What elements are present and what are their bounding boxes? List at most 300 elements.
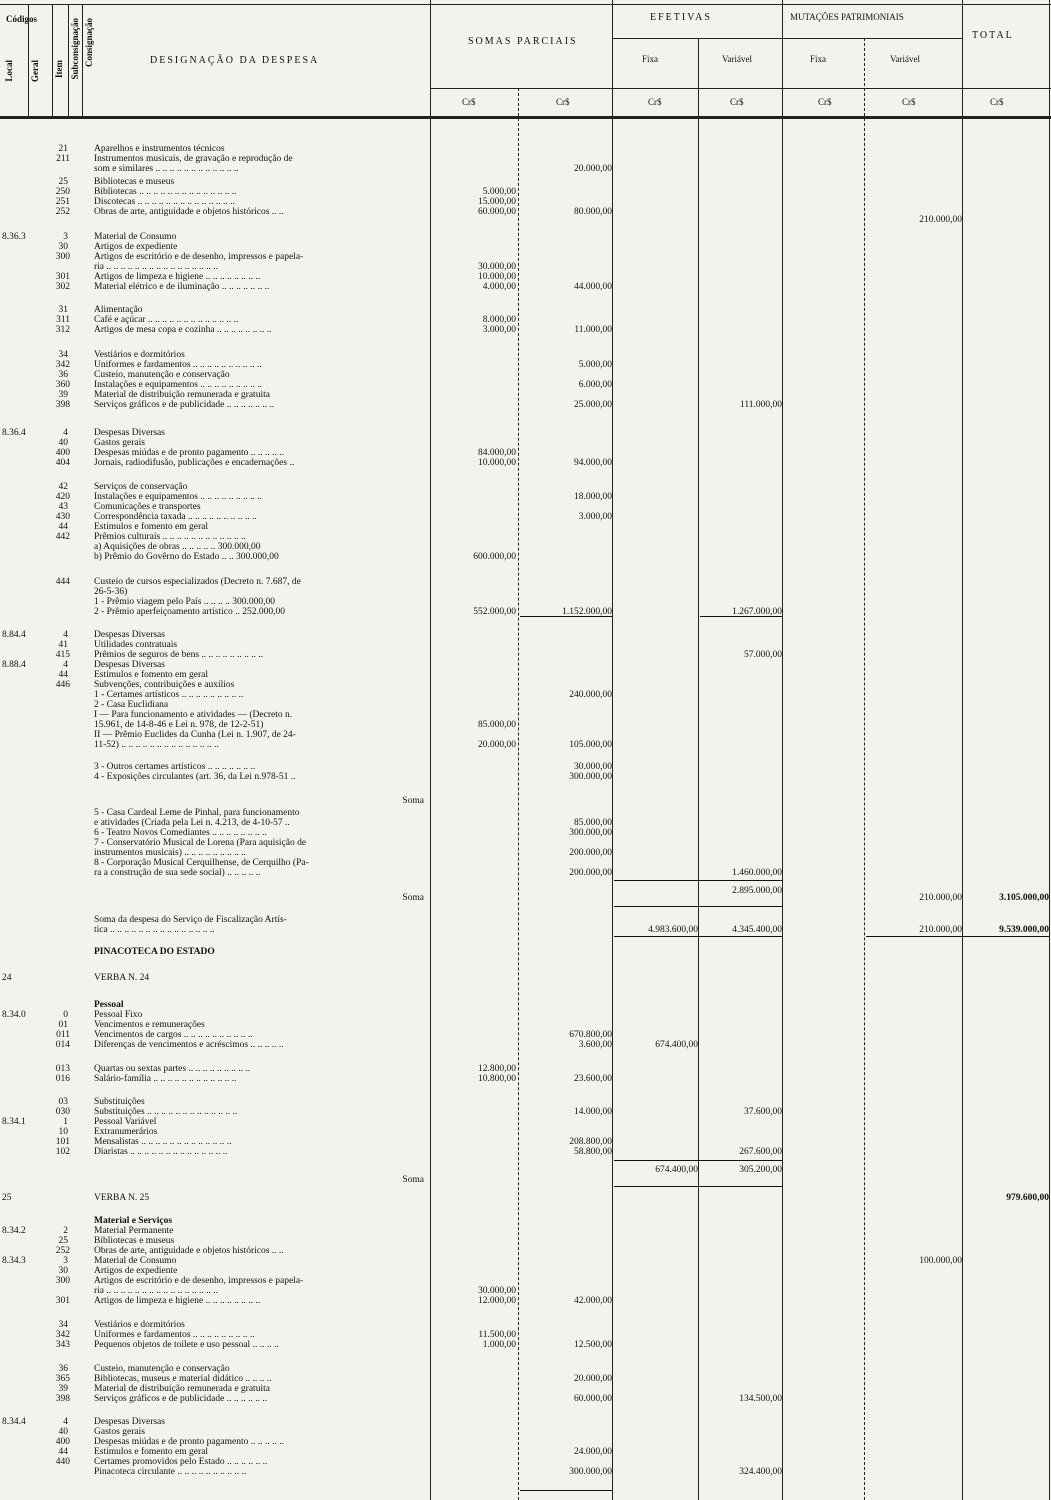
- ledger-row: [0, 390, 1051, 400]
- description: Artigos de expediente: [94, 1266, 178, 1276]
- description: Material elétrico e de iluminação .. .. .. .. .. .. ..: [94, 282, 270, 292]
- item-code: 31: [58, 305, 68, 315]
- efetivas-variavel-value: 267.600,00: [739, 1147, 782, 1157]
- partial-sum-1: 15.000,00: [478, 197, 516, 207]
- ledger-row: [0, 242, 1051, 252]
- ledger-row: [0, 272, 1051, 282]
- description: Serviços gráficos e de publicidade .. .. .. .. .. .. ..: [94, 400, 275, 410]
- item-code: 40: [58, 438, 68, 448]
- ledger-row: [0, 1276, 1051, 1286]
- ledger-row: [0, 587, 1051, 597]
- item-code: 21: [58, 144, 68, 154]
- ledger-row: [0, 187, 1051, 197]
- item-code: 34: [58, 350, 68, 360]
- description: 3 - Outros certames artísticos .. .. .. .. .. .. ..: [94, 762, 256, 772]
- account-code: 014: [55, 1040, 70, 1050]
- description: Artigos de mesa copa e cozinha .. .. .. .. .. .. .. ..: [94, 325, 272, 335]
- ledger-row: [0, 660, 1051, 670]
- efetivas-variavel-value: 1.460.000,00: [732, 868, 782, 878]
- item-code: 3: [63, 232, 68, 242]
- item-code: 3: [63, 1256, 68, 1266]
- currency-col3: Cr$: [648, 97, 662, 107]
- ledger-row: [0, 215, 1051, 225]
- description: Soma: [402, 893, 424, 903]
- ledger-row: [0, 1064, 1051, 1074]
- description: Despesas Diversas: [94, 428, 165, 438]
- description: Pessoal Fixo: [94, 1010, 143, 1020]
- local-code: 8.88.4: [2, 660, 26, 670]
- item-code: 10: [58, 1127, 68, 1137]
- partial-sum-2: 20.000,00: [574, 1374, 612, 1384]
- ledger-row: [0, 868, 1051, 878]
- partial-sum-1: 8.000,00: [482, 315, 516, 325]
- description: Utilidades contratuais: [94, 640, 178, 650]
- account-code: 440: [55, 1457, 70, 1467]
- partial-sum-2: 60.000,00: [574, 1394, 612, 1404]
- ledger-row: [0, 1364, 1051, 1374]
- description: Despesas miúdas e de pronto pagamento .. .. .. .. ..: [94, 448, 284, 458]
- description: 7 - Conservatório Musical de Lorena (Para aquisição de: [94, 838, 307, 848]
- description: Quartas ou sextas partes .. .. .. .. .. .. .. .. ..: [94, 1064, 251, 1074]
- header-bottom-rule: [0, 116, 1051, 119]
- partial-sum-2: 12.500,00: [574, 1340, 612, 1350]
- description: Bibliotecas e museus: [94, 1236, 175, 1246]
- ledger-row: [0, 1147, 1051, 1157]
- partial-sum-2: 42.000,00: [574, 1296, 612, 1306]
- efetivas-fixa-value: 674.400,00: [655, 1040, 698, 1050]
- ledger-row: [0, 650, 1051, 660]
- ledger-row: [0, 1296, 1051, 1306]
- description: Bibliotecas, museus e material didático .. .. .. ..: [94, 1374, 272, 1384]
- description: ra a construção de sua sede social) .. .. .. .. ..: [94, 868, 261, 878]
- description: Vencimentos de cargos .. .. .. .. .. .. .. .. .. ..: [94, 1030, 253, 1040]
- ledger-row: [0, 1175, 1051, 1185]
- partial-sum-1: 12.000,00: [478, 1296, 516, 1306]
- description: VERBA N. 25: [94, 1193, 150, 1203]
- description: Vestiários e dormitórios: [94, 350, 185, 360]
- account-code: 420: [55, 492, 70, 502]
- partial-sum-2: 6.000,00: [578, 380, 612, 390]
- ledger-row: [0, 154, 1051, 164]
- sum-rule: [520, 1490, 612, 1491]
- account-code: 400: [55, 1437, 70, 1447]
- description: 26-5-36): [94, 587, 128, 597]
- partial-sum-2: 300.000,00: [569, 1467, 612, 1477]
- ledger-row: [0, 710, 1051, 720]
- ledger-row: [0, 690, 1051, 700]
- description: som e similares .. .. .. .. .. .. .. .. .. .. .. ..: [94, 164, 239, 174]
- ledger-row: [0, 720, 1051, 730]
- local-code: 25: [2, 1193, 12, 1203]
- partial-sum-2: 85.000,00: [574, 818, 612, 828]
- partial-sum-1: 30.000,00: [478, 262, 516, 272]
- description: Prêmios culturais .. .. .. .. .. .. .. .. .. .. .. ..: [94, 532, 246, 542]
- ledger-row: [0, 1340, 1051, 1350]
- description: Custeio, manutenção e conservação: [94, 1364, 230, 1374]
- description: Uniformes e fardamentos .. .. .. .. .. .. .. .. .. ..: [94, 360, 262, 370]
- description: Artigos de expediente: [94, 242, 178, 252]
- account-code: 101: [55, 1137, 70, 1147]
- description: Prêmios de seguros de bens .. .. .. .. .. .. .. .. ..: [94, 650, 264, 660]
- ledger-row: [0, 700, 1051, 710]
- account-code: 415: [55, 650, 70, 660]
- item-code: 42: [58, 482, 68, 492]
- description: Estímulos e fomento em geral: [94, 670, 208, 680]
- subconsignacao-header: Subconsignação: [70, 18, 80, 80]
- description: Salário-família .. .. .. .. .. .. .. .. .. .. .. ..: [94, 1074, 237, 1084]
- description: Vestiários e dormitórios: [94, 1320, 185, 1330]
- ledger-row: [0, 730, 1051, 740]
- ledger-row: [0, 1097, 1051, 1107]
- description: Café e açúcar .. .. .. .. .. .. .. .. .. .. .. .. ..: [94, 315, 239, 325]
- partial-sum-2: 24.000,00: [574, 1447, 612, 1457]
- ledger-row: [0, 796, 1051, 806]
- description: II — Prêmio Euclides da Cunha (Lei n. 1.907, de 24-: [94, 730, 296, 740]
- account-code: 301: [55, 1296, 70, 1306]
- item-code: 44: [58, 522, 68, 532]
- ledger-row: [0, 380, 1051, 390]
- ledger-row: [0, 1040, 1051, 1050]
- description: Pessoal: [94, 1000, 124, 1010]
- partial-sum-2: 14.000,00: [574, 1107, 612, 1117]
- account-code: 016: [55, 1074, 70, 1084]
- description: Artigos de limpeza e higiene .. .. .. .. .. .. .. ..: [94, 1296, 261, 1306]
- ledger-row: [0, 400, 1051, 410]
- ledger-row: [0, 458, 1051, 468]
- account-code: 342: [55, 360, 70, 370]
- ledger-row: [0, 262, 1051, 272]
- partial-sum-2: 11.000,00: [574, 325, 612, 335]
- partial-sum-2: 300.000,00: [569, 772, 612, 782]
- local-code: 8.84.4: [2, 630, 26, 640]
- efetivas-variavel-value: 134.500,00: [739, 1394, 782, 1404]
- ledger-row: [0, 502, 1051, 512]
- partial-sum-1: 4.000,00: [482, 282, 516, 292]
- ledger-row: [0, 305, 1051, 315]
- ledger-row: [0, 1320, 1051, 1330]
- account-code: 300: [55, 252, 70, 262]
- item-code: 30: [58, 242, 68, 252]
- description: Material e Serviços: [94, 1216, 173, 1226]
- local-code: 8.34.4: [2, 1417, 26, 1427]
- description: a) Aquisições de obras .. .. .. .. .. 300.000,00: [94, 542, 261, 552]
- description: Instalações e equipamentos .. .. .. .. .. .. .. .. ..: [94, 380, 263, 390]
- description: Material de Consumo: [94, 1256, 177, 1266]
- account-code: 252: [55, 207, 70, 217]
- account-code: 300: [55, 1276, 70, 1286]
- description: instrumentos musicais) .. .. .. .. .. .. .. .. ..: [94, 848, 246, 858]
- description: Discotecas .. .. .. .. .. .. .. .. .. .. .. .. .. ..: [94, 197, 235, 207]
- description: Substituições .. .. .. .. .. .. .. .. .. .. .. .. ..: [94, 1107, 238, 1117]
- account-code: 250: [55, 187, 70, 197]
- ledger-row: [0, 144, 1051, 154]
- item-code: 43: [58, 502, 68, 512]
- designacao-header: DESIGNAÇÃO DA DESPESA: [150, 55, 320, 66]
- item-code: 36: [58, 370, 68, 380]
- account-code: 398: [55, 1394, 70, 1404]
- description: 1 - Prêmio viagem pelo País .. .. .. .. 300.000,00: [94, 597, 276, 607]
- ledger-row: [0, 164, 1051, 174]
- ledger-row: [0, 1216, 1051, 1226]
- ledger-row: [0, 1467, 1051, 1477]
- ledger-row: [0, 973, 1051, 983]
- account-code: 011: [56, 1030, 70, 1040]
- description: Artigos de limpeza e higiene .. .. .. .. .. .. .. ..: [94, 272, 261, 282]
- local-header: Local: [4, 60, 14, 82]
- description: Material de distribuição remunerada e gratuita: [94, 390, 270, 400]
- ledger-row: [0, 1417, 1051, 1427]
- ledger-row: [0, 893, 1051, 903]
- ledger-row: [0, 1236, 1051, 1246]
- ledger-row: [0, 482, 1051, 492]
- ledger-row: [0, 1165, 1051, 1175]
- description: PINACOTECA DO ESTADO: [94, 947, 215, 957]
- description: Bibliotecas .. .. .. .. .. .. .. .. .. .. .. .. .. ..: [94, 187, 237, 197]
- account-code: 444: [55, 577, 70, 587]
- account-code: 252: [55, 1246, 70, 1256]
- partial-sum-2: 240.000,00: [569, 690, 612, 700]
- ledger-row: [0, 858, 1051, 868]
- mutacoes-variavel-value: 100.000,00: [919, 1256, 962, 1266]
- total-value: 9.539.000,00: [999, 925, 1049, 935]
- description: Material de distribuição remunerada e gratuita: [94, 1384, 270, 1394]
- ledger-row: [0, 512, 1051, 522]
- currency-col4: Cr$: [730, 97, 744, 107]
- description: Extranumerários: [94, 1127, 158, 1137]
- description: Certames promovidos pelo Estado .. .. .. .. .. ..: [94, 1457, 268, 1467]
- description: Diferenças de vencimentos e acréscimos .. .. .. .. ..: [94, 1040, 284, 1050]
- description: Vencimentos e remunerações: [94, 1020, 205, 1030]
- item-code: 0: [63, 1010, 68, 1020]
- ledger-row: [0, 1286, 1051, 1296]
- ledger-row: [0, 252, 1051, 262]
- description: Gastos gerais: [94, 1427, 145, 1437]
- local-code: 8.34.3: [2, 1256, 26, 1266]
- ledger-row: [0, 315, 1051, 325]
- description: 1 - Certames artísticos .. .. .. .. .. .. .. .. ..: [94, 690, 244, 700]
- ledger-row: [0, 552, 1051, 562]
- partial-sum-1: 11.500,00: [478, 1330, 516, 1340]
- ledger-row: [0, 1030, 1051, 1040]
- description: Bibliotecas e museus: [94, 177, 175, 187]
- ledger-row: [0, 177, 1051, 187]
- partial-sum-2: 25.000,00: [574, 400, 612, 410]
- ledger-row: [0, 542, 1051, 552]
- partial-sum-1: 10.000,00: [478, 458, 516, 468]
- currency-col2: Cr$: [556, 97, 570, 107]
- description: Serviços de conservação: [94, 482, 188, 492]
- ledger-row: [0, 818, 1051, 828]
- description: 8 - Corporação Musical Cerquilhense, de Cerquilho (Pa-: [94, 858, 309, 868]
- ledger-row: [0, 630, 1051, 640]
- ledger-row: [0, 532, 1051, 542]
- ledger-row: [0, 232, 1051, 242]
- ledger-row: [0, 1074, 1051, 1084]
- account-code: 302: [55, 282, 70, 292]
- ledger-row: [0, 848, 1051, 858]
- ledger-row: [0, 428, 1051, 438]
- partial-sum-1: 84.000,00: [478, 448, 516, 458]
- ledger-row: [0, 808, 1051, 818]
- ledger-row: [0, 670, 1051, 680]
- account-code: 442: [55, 532, 70, 542]
- item-code: 40: [58, 1427, 68, 1437]
- partial-sum-2: 105.000,00: [569, 740, 612, 750]
- item-code: 4: [63, 428, 68, 438]
- local-code: 8.36.3: [2, 232, 26, 242]
- ledger-row: [0, 325, 1051, 335]
- header-top-rule: [0, 4, 1051, 5]
- description: ria .. .. .. .. .. .. .. .. .. .. .. .. .. .. .. ..: [94, 262, 219, 272]
- description: b) Prêmio do Govêrno do Estado .. .. 300.000,00: [94, 552, 279, 562]
- description: Material de Consumo: [94, 232, 177, 242]
- partial-sum-1: 60.000,00: [478, 207, 516, 217]
- ledger-row: [0, 1193, 1051, 1203]
- geral-header: Geral: [30, 60, 40, 82]
- item-code: 01: [58, 1020, 68, 1030]
- description: Jornais, radiodifusão, publicações e encadernações ..: [94, 458, 295, 468]
- partial-sum-2: 3.600,00: [578, 1040, 612, 1050]
- efetivas-variavel-value: 1.267.000,00: [732, 607, 782, 617]
- item-code: 03: [58, 1097, 68, 1107]
- description: Pinacoteca circulante .. .. .. .. .. .. .. .. .. ..: [94, 1467, 247, 1477]
- description: Correspondência taxada .. .. .. .. .. .. .. .. .. ..: [94, 512, 257, 522]
- efetivas-variavel-value: 111.000,00: [739, 400, 782, 410]
- header-subcol-rule: [612, 38, 963, 39]
- ledger-row: [0, 828, 1051, 838]
- ledger-row: [0, 197, 1051, 207]
- partial-sum-2: 670.800,00: [569, 1030, 612, 1040]
- sum-rule: [614, 936, 782, 937]
- description: Subvenções, contribuições e auxílios: [94, 680, 235, 690]
- efetivas-variavel-value: 305.200,00: [739, 1165, 782, 1175]
- item-code: 44: [58, 670, 68, 680]
- ledger-row: [0, 1437, 1051, 1447]
- ledger-row: [0, 607, 1051, 617]
- account-code: 251: [55, 197, 70, 207]
- partial-sum-2: 208.800,00: [569, 1137, 612, 1147]
- partial-sum-1: 12.800,00: [478, 1064, 516, 1074]
- partial-sum-1: 1.000,00: [482, 1340, 516, 1350]
- item-code: 4: [63, 630, 68, 640]
- col-rule-geral: [52, 4, 53, 116]
- efetivas-fixa-value: 4.983.600,00: [648, 925, 698, 935]
- ledger-row: [0, 1447, 1051, 1457]
- partial-sum-2: 94.000,00: [574, 458, 612, 468]
- ledger-row: [0, 370, 1051, 380]
- description: Estímulos e fomento em geral: [94, 522, 208, 532]
- partial-sum-1: 85.000,00: [478, 720, 516, 730]
- mutacoes-variavel-value: 210.000,00: [919, 893, 962, 903]
- partial-sum-2: 3.000,00: [578, 512, 612, 522]
- account-code: 211: [56, 154, 70, 164]
- description: Material Permanente: [94, 1226, 174, 1236]
- ledger-row: [0, 1427, 1051, 1437]
- efetivas-variavel-value: 324.400,00: [739, 1467, 782, 1477]
- efetivas-variavel-value: 37.600,00: [744, 1107, 782, 1117]
- item-header: Item: [54, 60, 64, 78]
- description: Soma da despesa do Serviço de Fiscalização Artís-: [94, 915, 287, 925]
- item-code: 1: [63, 1117, 68, 1127]
- ledger-row: [0, 1020, 1051, 1030]
- description: Despesas miúdas e de pronto pagamento .. .. .. .. ..: [94, 1437, 284, 1447]
- description: VERBA N. 24: [94, 973, 150, 983]
- local-code: 24: [2, 973, 12, 983]
- ledger-row: [0, 1394, 1051, 1404]
- description: Soma: [402, 796, 424, 806]
- description: Soma: [402, 1175, 424, 1185]
- ledger-row: [0, 577, 1051, 587]
- description: Substituições: [94, 1097, 145, 1107]
- currency-col6: Cr$: [902, 97, 916, 107]
- efetivas-header: EFETIVAS: [650, 12, 712, 23]
- description: Despesas Diversas: [94, 1417, 165, 1427]
- local-code: 8.34.0: [2, 1010, 26, 1020]
- ledger-row: [0, 1127, 1051, 1137]
- account-code: 030: [55, 1107, 70, 1117]
- ledger-row: [0, 448, 1051, 458]
- item-code: 4: [63, 660, 68, 670]
- partial-sum-2: 18.000,00: [574, 492, 612, 502]
- sum-rule: [614, 880, 782, 881]
- description: e atividades (Criada pela Lei n. 4.213, de 4-10-57 ..: [94, 818, 290, 828]
- partial-sum-1: 20.000,00: [478, 740, 516, 750]
- description: Artigos de escritório e de desenho, impressos e papela-: [94, 1276, 304, 1286]
- description: ria .. .. .. .. .. .. .. .. .. .. .. .. .. .. .. ..: [94, 1286, 219, 1296]
- ledger-row: [0, 915, 1051, 925]
- item-code: 2: [63, 1226, 68, 1236]
- item-code: 44: [58, 1447, 68, 1457]
- description: Diaristas .. .. .. .. .. .. .. .. .. .. .. .. .. ..: [94, 1147, 228, 1157]
- mutacoes-variavel-value: 210.000,00: [919, 215, 962, 225]
- description: 5 - Casa Cardeal Leme de Pinhal, para funcionamento: [94, 808, 300, 818]
- ledger-row: [0, 1330, 1051, 1340]
- account-code: 301: [55, 272, 70, 282]
- ledger-row: [0, 1256, 1051, 1266]
- account-code: 102: [55, 1147, 70, 1157]
- ledger-row: [0, 1000, 1051, 1010]
- ledger-row: [0, 522, 1051, 532]
- ledger-row: [0, 1266, 1051, 1276]
- description: Alimentação: [94, 305, 143, 315]
- description: Instalações e equipamentos .. .. .. .. .. .. .. .. ..: [94, 492, 263, 502]
- partial-sum-1: 552.000,00: [473, 607, 516, 617]
- item-code: 36: [58, 1364, 68, 1374]
- currency-col5: Cr$: [818, 97, 832, 107]
- ledger-row: [0, 772, 1051, 782]
- sum-rule: [614, 1186, 782, 1187]
- partial-sum-2: 200.000,00: [569, 868, 612, 878]
- description: 2 - Prêmio aperfeiçoamento artístico .. 252.000,00: [94, 607, 286, 617]
- description: Despesas Diversas: [94, 660, 165, 670]
- account-code: 365: [55, 1374, 70, 1384]
- ledger-row: [0, 350, 1051, 360]
- description: Mensalistas .. .. .. .. .. .. .. .. .. .. .. .. ..: [94, 1137, 232, 1147]
- item-code: 25: [58, 1236, 68, 1246]
- partial-sum-2: 58.800,00: [574, 1147, 612, 1157]
- col-rule-local: [28, 4, 29, 116]
- account-code: 311: [56, 315, 70, 325]
- ledger-row: [0, 947, 1051, 957]
- description: Artigos de escritório e de desenho, impressos e papela-: [94, 252, 304, 262]
- description: Custeio de cursos especializados (Decreto n. 7.687, de: [94, 577, 301, 587]
- codigos-header: Códigos: [6, 14, 38, 24]
- description: Pessoal Variável: [94, 1117, 157, 1127]
- partial-sum-2: 44.000,00: [574, 282, 612, 292]
- local-code: 8.34.2: [2, 1226, 26, 1236]
- ledger-row: [0, 838, 1051, 848]
- account-code: 430: [55, 512, 70, 522]
